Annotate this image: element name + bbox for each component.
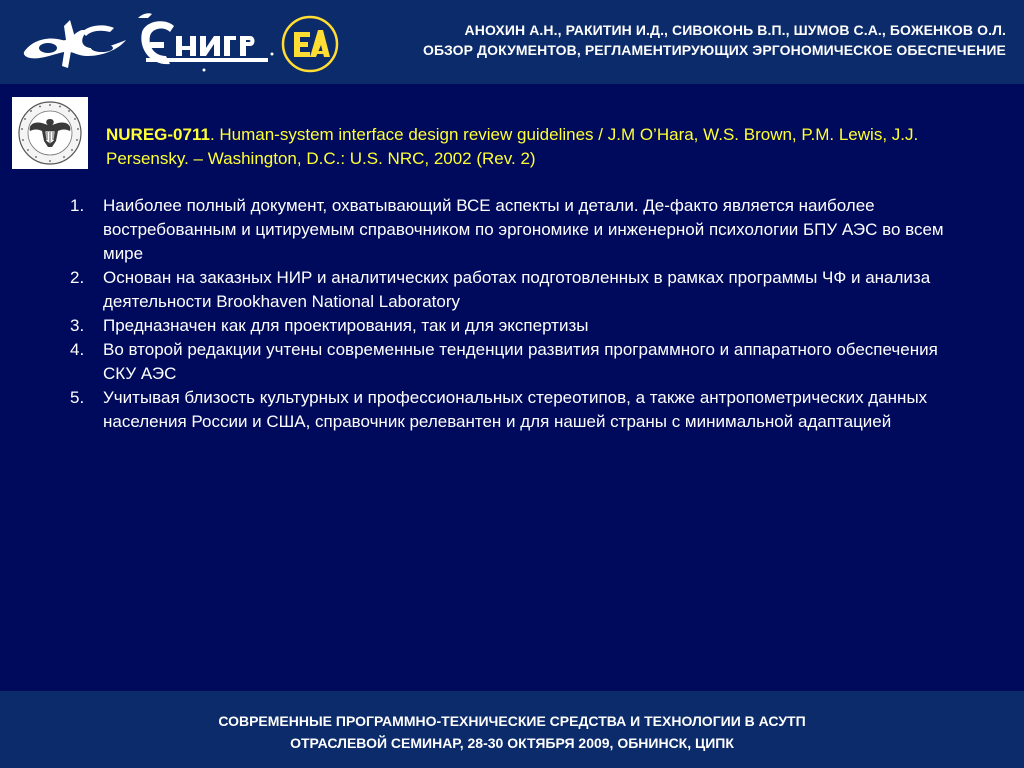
list-item-number: 2. [70,268,85,287]
list-item-number: 1. [70,196,85,215]
footer-bar [0,691,1024,768]
list-item-number: 5. [70,388,85,407]
list-item-number: 4. [70,340,85,359]
document-id: NUREG-0711 [106,125,210,144]
ea-logo-icon [280,14,340,74]
header-bar [0,0,1024,84]
list-item [70,194,970,266]
list-item-text: Учитывая близость культурных и профессиональных стереотипов, а также антропометрических данных населения России и США, справочник релевантен и для нашей страны с минимальной адаптацией [103,388,928,431]
list-item-text: Во второй редакции учтены современные тенденции развития программного и аппаратного обеспечения СКУ АЭС [103,340,938,383]
presentation-title: ОБЗОР ДОКУМЕНТОВ, РЕГЛАМЕНТИРУЮЩИХ ЭРГОНОМИЧЕСКОЕ ОБЕСПЕЧЕНИЕ [422,42,1006,58]
footer-text [0,710,1024,754]
logo-group [18,10,338,76]
footer-line-1: СОВРЕМЕННЫЕ ПРОГРАММНО-ТЕХНИЧЕСКИЕ СРЕДСТВА И ТЕХНОЛОГИИ В АСУТП [218,713,806,729]
list-item-text: Основан на заказных НИР и аналитических работах подготовленных в рамках программы ЧФ и анализа деятельности Brookhaven National Laboratory [103,268,931,311]
citation-text: . Human-system interface design review guidelines / J.M O’Hara, W.S. Brown, P.M. Lewis, J.J. Persensky. – Washington, D.C.: U.S. NRC, 2002 (Rev. 2) [106,125,919,168]
list-item [70,314,970,338]
footer-line-2: ОТРАСЛЕВОЙ СЕМИНАР, 28-30 ОКТЯБРЯ 2009, ОБНИНСК, ЦИПК [290,735,734,751]
document-citation [106,123,986,171]
energiya-logo-icon [136,10,276,76]
list-item [70,386,970,434]
header-title-block [366,20,1006,60]
authors-line: АНОХИН А.Н., РАКИТИН И.Д., СИВОКОНЬ В.П., ШУМОВ С.А., БОЖЕНКОВ О.Л. [464,22,1006,38]
fiz-logo-icon [18,10,130,76]
list-item-text: Предназначен как для проектирования, так и для экспертизы [103,316,589,335]
feature-list [70,194,970,434]
list-item-text: Наиболее полный документ, охватывающий ВСЕ аспекты и детали. Де-факто является наиболее востребованным и цитируемым справочником по эргономике и инженерной психологии БПУ АЭС во всем мире [103,196,944,263]
list-item [70,338,970,386]
list-item [70,266,970,314]
nrc-seal-icon [12,97,88,169]
list-item-number: 3. [70,316,85,335]
